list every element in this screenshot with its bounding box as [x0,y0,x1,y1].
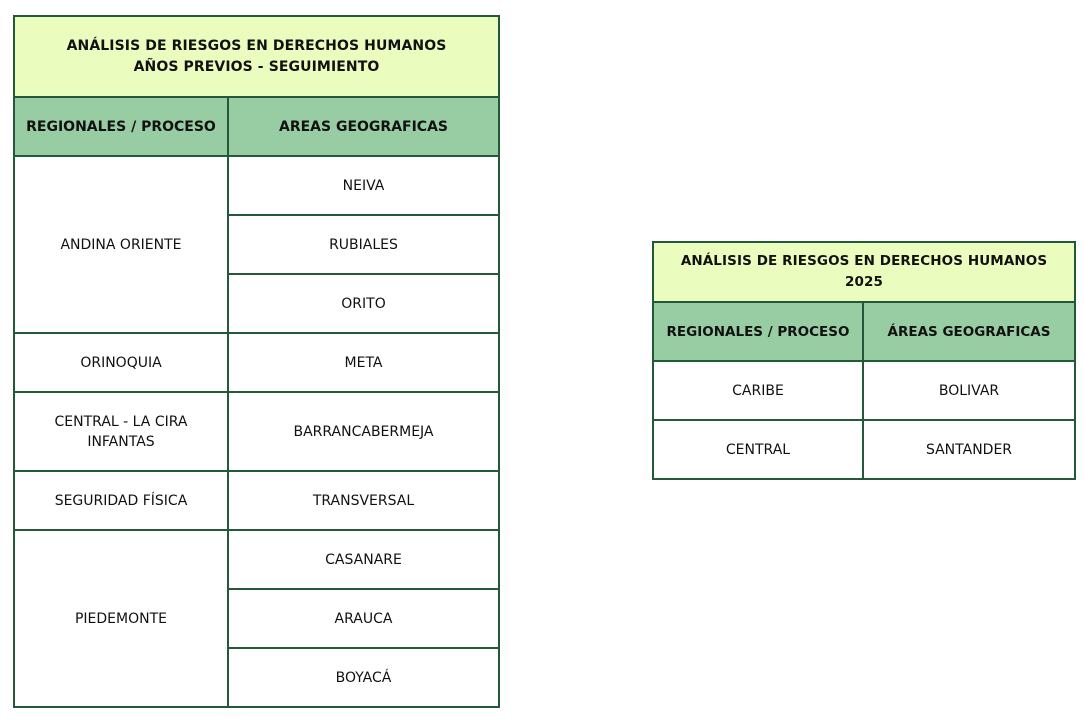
area-cell: BARRANCABERMEJA [228,392,499,471]
table-2025 [652,241,1076,480]
table-title [653,242,1075,302]
area-cell: ARAUCA [228,589,499,648]
regional-cell: CENTRAL - LA CIRA INFANTAS [14,392,228,471]
regional-cell: PIEDEMONTE [14,530,228,707]
previous-years-table [13,15,500,708]
area-cell: BOLIVAR [863,361,1075,420]
area-cell: BOYACÁ [228,648,499,707]
area-cell: RUBIALES [228,215,499,274]
header-areas: AREAS GEOGRAFICAS [228,97,499,156]
area-cell: TRANSVERSAL [228,471,499,530]
area-cell: NEIVA [228,156,499,215]
area-cell: SANTANDER [863,420,1075,479]
header-regionales: REGIONALES / PROCESO [14,97,228,156]
regional-cell: SEGURIDAD FÍSICA [14,471,228,530]
area-cell: ORITO [228,274,499,333]
area-cell: META [228,333,499,392]
area-cell: CASANARE [228,530,499,589]
table-title-text: ANÁLISIS DE RIESGOS EN DERECHOS HUMANOS AÑOS PREVIOS - SEGUIMIENTO [66,37,447,75]
table-title [14,16,499,97]
header-areas: ÁREAS GEOGRAFICAS [863,302,1075,361]
regional-cell: ANDINA ORIENTE [14,156,228,333]
regional-cell: ORINOQUIA [14,333,228,392]
header-regionales: REGIONALES / PROCESO [653,302,863,361]
table-title-text: ANÁLISIS DE RIESGOS EN DERECHOS HUMANOS 2025 [680,253,1048,290]
regional-cell: CENTRAL [653,420,863,479]
regional-cell: CARIBE [653,361,863,420]
